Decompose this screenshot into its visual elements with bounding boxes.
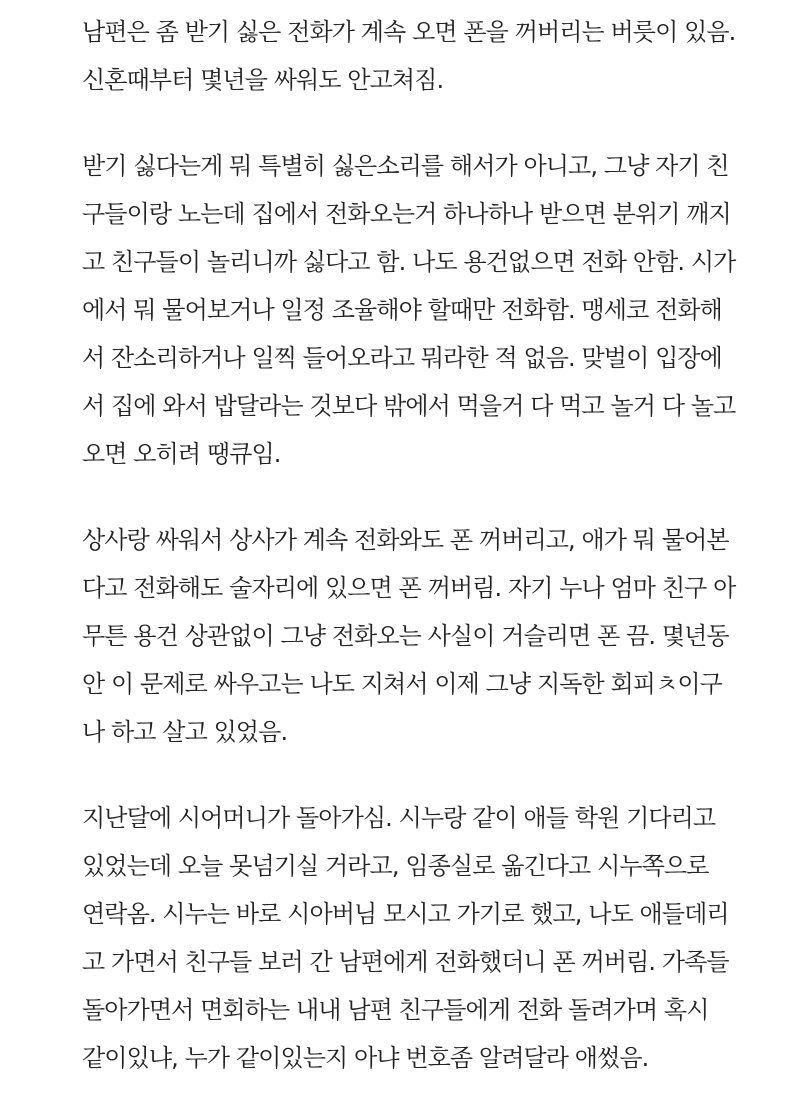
text-line: 고 가면서 친구들 보러 간 남편에게 전화했더니 폰 꺼버림. 가족들 [82,948,729,976]
text-line: 있었는데 오늘 못넘기실 거라고, 임종실로 옮긴다고 시누쪽으로 [82,852,709,880]
text-line: 지난달에 시어머니가 돌아가심. 시누랑 같이 애들 학원 기다리고 [82,804,716,832]
text-line: 신혼때부터 몇년을 싸워도 안고쳐짐. [82,66,444,94]
paragraph-2 [82,142,782,478]
paragraph-3 [82,516,782,756]
text-line: 안 이 문제로 싸우고는 나도 지쳐서 이제 그냥 지독한 회피ㅊ이구 [82,670,722,698]
text-line: 오면 오히려 땡큐임. [82,440,281,468]
text-line: 서 잔소리하거나 일찍 들어오라고 뭐라한 적 없음. 맞벌이 입장에 [82,344,722,372]
text-line: 고 친구들이 놀리니까 싫다고 함. 나도 용건없으면 전화 안함. 시가 [82,248,736,276]
text-line: 구들이랑 노는데 집에서 전화오는거 하나하나 받으면 분위기 깨지 [82,200,731,228]
text-line: 상사랑 싸워서 상사가 계속 전화와도 폰 꺼버리고, 애가 뭐 물어본 [82,526,729,554]
text-line: 서 집에 와서 밥달라는 것보다 밖에서 먹을거 다 먹고 놀거 다 놀고 [82,392,736,420]
paragraph-1 [82,8,782,104]
text-line: 받기 싫다는게 뭐 특별히 싫은소리를 해서가 아니고, 그냥 자기 친 [82,152,729,180]
text-line: 다고 전화해도 술자리에 있으면 폰 꺼버림. 자기 누나 엄마 친구 아 [82,574,736,602]
article-body [82,8,782,1120]
text-line: 에서 뭐 물어보거나 일정 조율해야 할때만 전화함. 맹세코 전화해 [82,296,722,324]
text-line: 돌아가면서 면회하는 내내 남편 친구들에게 전화 돌려가며 혹시 [82,996,709,1024]
paragraph-4 [82,794,782,1082]
text-line: 남편은 좀 받기 싫은 전화가 계속 오면 폰을 꺼버리는 버릇이 있음. [82,18,736,46]
text-line: 무튼 용건 상관없이 그냥 전화오는 사실이 거슬리면 폰 끔. 몇년동 [82,622,729,650]
text-line: 같이있냐, 누가 같이있는지 아냐 번호좀 알려달라 애썼음. [82,1044,649,1072]
text-line: 나 하고 살고 있었음. [82,718,288,746]
text-line: 연락옴. 시누는 바로 시아버님 모시고 가기로 했고, 나도 애들데리 [82,900,729,928]
